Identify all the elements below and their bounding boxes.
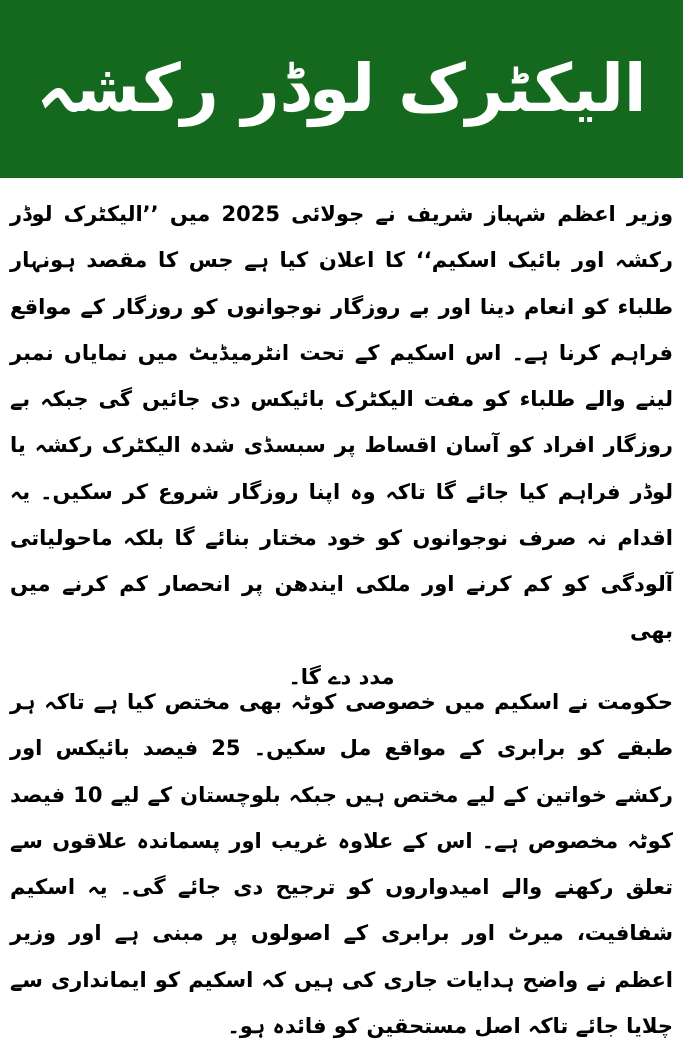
paragraph-1-closing: مدد دے گا۔ [288,664,395,689]
title-banner [0,0,683,178]
article-paragraph-1 [10,191,673,700]
page-title: الیکٹرک لوڈر رکشہ [36,50,647,127]
article-paragraph-2: حکومت نے اسکیم میں خصوصی کوٹہ بھی مختص کیا ہے تاکہ ہر طبقے کو برابری کے مواقع مل سکیں۔ 25 فیصد بائیکس اور رکشے خواتین کے لیے مختص ہیں جبکہ بلوچستان کے لیے 10 فیصد کوٹہ مخصوص ہے۔ اس کے علاوہ غریب اور پسماندہ علاقوں سے تعلق رکھنے والے امیدواروں کو ترجیح دی جائے گی۔ یہ اسکیم شفافیت، میرٹ اور برابری کے اصولوں پر مبنی ہے اور وزیر اعظم نے واضح ہدایات جاری کی ہیں کہ اسکیم کو ایمانداری سے چلایا جائے تاکہ اصل مستحقین کو فائدہ ہو۔ [10,690,673,1039]
paragraph-1-text: وزیر اعظم شہباز شریف نے جولائی 2025 میں ’’الیکٹرک لوڈر رکشہ اور بائیک اسکیم‘‘ کا اعلان کیا ہے جس کا مقصد ہونہار طلباء کو انعام دینا اور بے روزگار نوجوانوں کو روزگار کے مواقع فراہم کرنا ہے۔ اس اسکیم کے تحت انٹرمیڈیٹ میں نمایاں نمبر لینے والے طلباء کو مفت الیکٹرک بائیکس دی جائیں گی جبکہ بے روزگار افراد کو آسان اقساط پر سبسڈی شدہ الیکٹرک رکشہ یا لوڈر فراہم کیا جائے گا تاکہ وہ اپنا روزگار شروع کر سکیں۔ یہ اقدام نہ صرف نوجوانوں کو خود مختار بنائے گا بلکہ ماحولیاتی آلودگی کو کم کرنے اور ملکی ایندھن پر انحصار کم کرنے میں بھی [10,202,674,643]
